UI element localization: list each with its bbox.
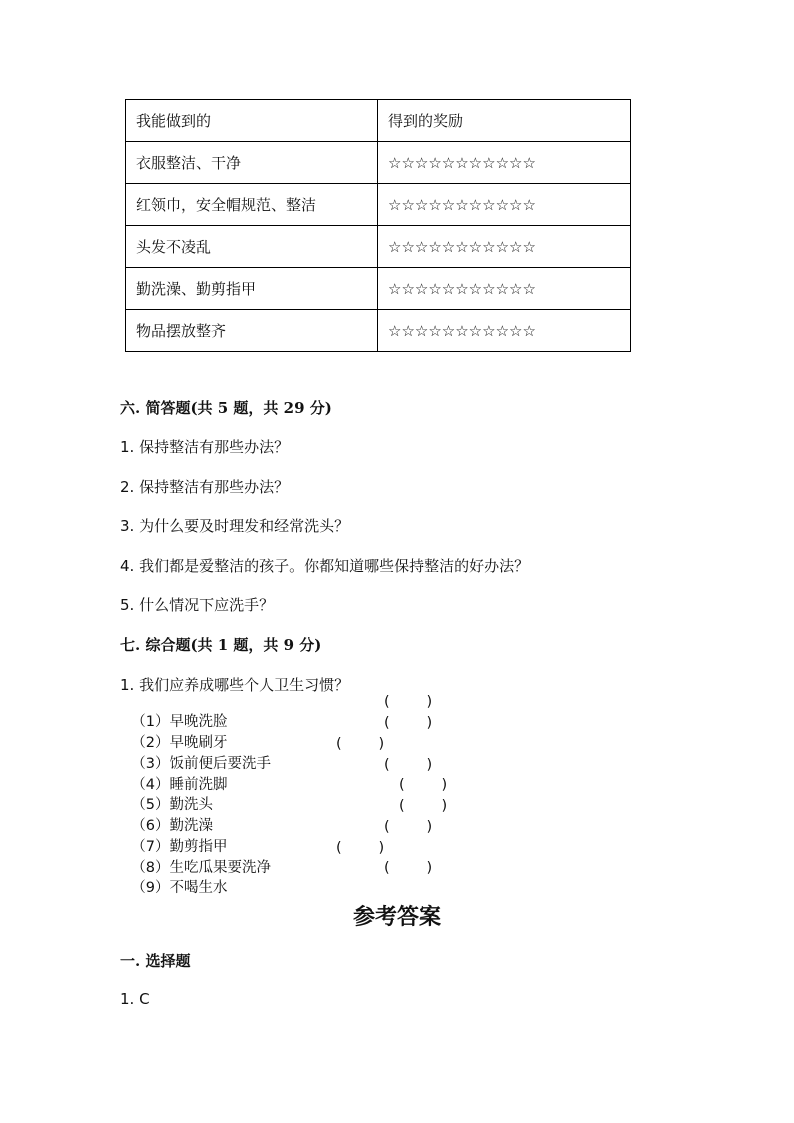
- habit-label: （2）早晚刷牙: [131, 735, 228, 751]
- habit-label: （7）勤剪指甲: [131, 839, 228, 855]
- answer-key-title: 参考答案: [352, 904, 441, 930]
- short-answer-question: 5. 什么情况下应洗手？: [120, 596, 275, 614]
- short-answer-question: 4. 我们都是爱整洁的孩子。你都知道哪些保持整洁的好办法？: [120, 557, 530, 575]
- short-answer-question: 1. 保持整洁有那些办法？: [120, 438, 290, 456]
- table-cell-item: 头发不凌乱: [126, 226, 378, 268]
- answer-blank: ( ): [336, 840, 385, 856]
- table-cell-stars: ☆☆☆☆☆☆☆☆☆☆☆: [378, 268, 631, 310]
- table-row: [126, 142, 631, 184]
- table-cell-stars: ☆☆☆☆☆☆☆☆☆☆☆: [378, 142, 631, 184]
- answer-blank: ( ): [399, 798, 448, 814]
- table-cell-stars: ☆☆☆☆☆☆☆☆☆☆☆: [378, 310, 631, 352]
- habit-label: （8）生吃瓜果要洗净: [131, 860, 271, 876]
- table-cell-item: 勤洗澡、勤剪指甲: [126, 268, 378, 310]
- table-row: [126, 226, 631, 268]
- section7-heading: 七. 综合题(共 1 题，共 9 分): [120, 636, 322, 654]
- table-cell-stars: ☆☆☆☆☆☆☆☆☆☆☆: [378, 184, 631, 226]
- answer-blank: ( ): [399, 777, 448, 793]
- habit-label: （5）勤洗头: [131, 797, 213, 813]
- table-cell-item: 物品摆放整齐: [126, 310, 378, 352]
- answer-blank: ( ): [384, 715, 433, 731]
- table-header-cell: 得到的奖励: [378, 100, 631, 142]
- table-cell-stars: ☆☆☆☆☆☆☆☆☆☆☆: [378, 226, 631, 268]
- habit-label: （6）勤洗澡: [131, 818, 213, 834]
- table-cell-item: 红领巾，安全帽规范、整洁: [126, 184, 378, 226]
- section6-heading: 六. 简答题(共 5 题，共 29 分): [120, 399, 332, 417]
- answer-blank: ( ): [384, 757, 433, 773]
- short-answer-question: 3. 为什么要及时理发和经常洗头？: [120, 517, 350, 535]
- comprehensive-question: 1. 我们应养成哪些个人卫生习惯？: [120, 676, 350, 694]
- table-row: [126, 268, 631, 310]
- table-row: [126, 184, 631, 226]
- habit-label: （4）睡前洗脚: [131, 777, 228, 793]
- habit-label: （9）不喝生水: [131, 880, 228, 896]
- table-header-cell: 我能做到的: [126, 100, 378, 142]
- answer-section1-heading: 一. 选择题: [120, 952, 191, 970]
- table-row: [126, 310, 631, 352]
- table-cell-item: 衣服整洁、干净: [126, 142, 378, 184]
- answer-blank: ( ): [384, 819, 433, 835]
- reward-table: [125, 99, 631, 352]
- answer-blank: ( ): [336, 736, 385, 752]
- answer-blank: ( ): [384, 694, 433, 710]
- table-header-row: [126, 100, 631, 142]
- short-answer-question: 2. 保持整洁有那些办法？: [120, 478, 290, 496]
- habit-label: （3）饭前便后要洗手: [131, 756, 271, 772]
- habit-label: （1）早晚洗脸: [131, 714, 228, 730]
- answer-line: 1. C: [120, 990, 150, 1008]
- answer-blank: ( ): [384, 860, 433, 876]
